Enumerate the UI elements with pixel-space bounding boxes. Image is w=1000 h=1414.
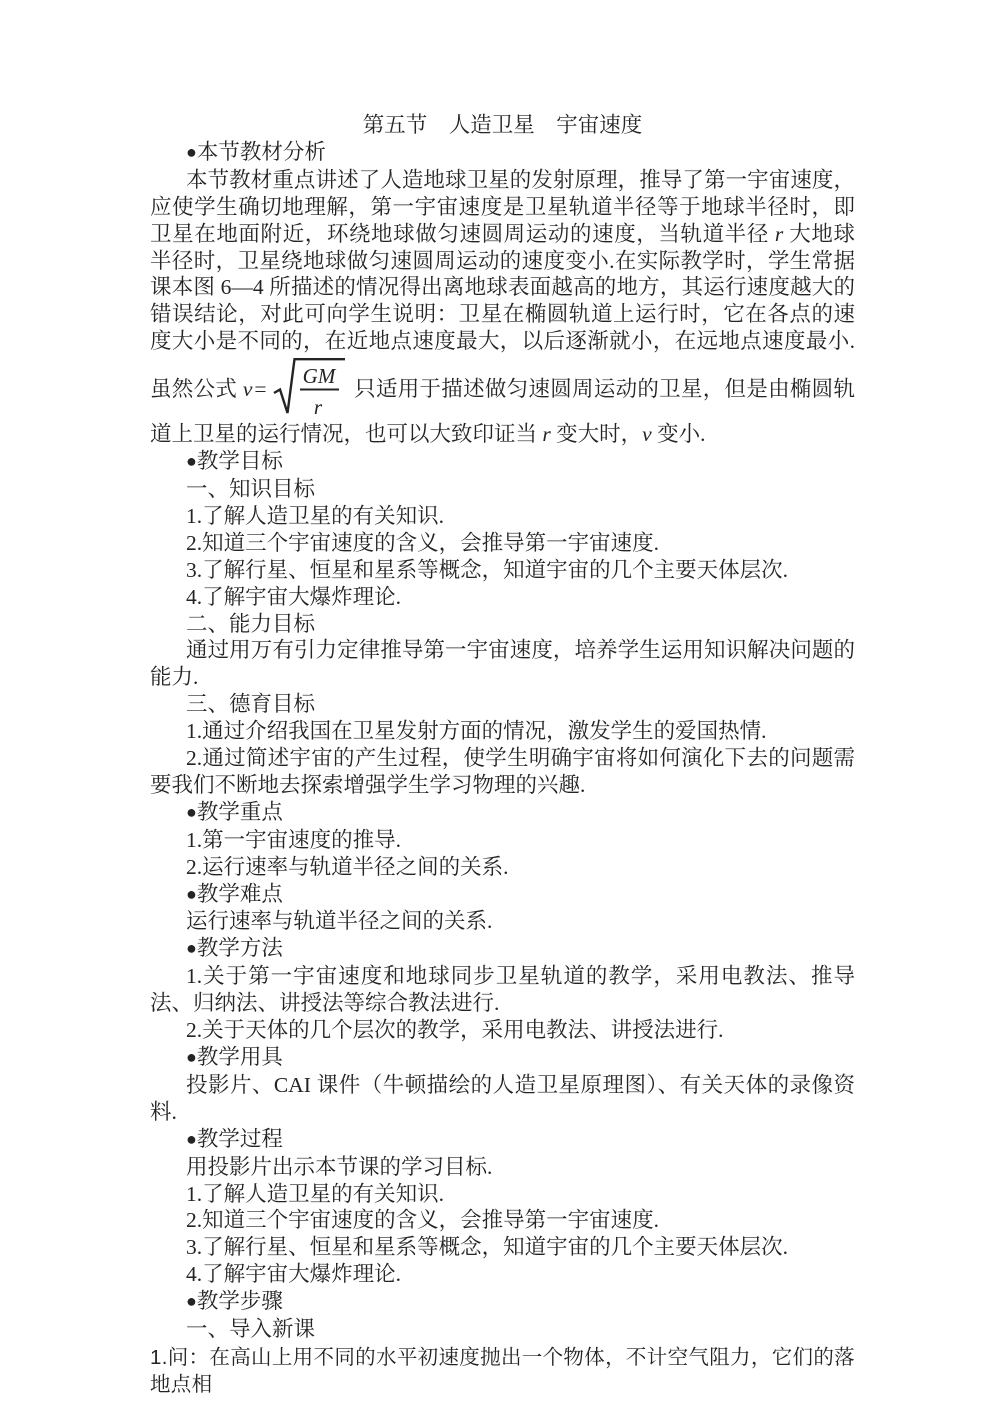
para-analysis [150, 167, 855, 448]
analysis-text-1: 本节教材重点讲述了人造地球卫星的发射原理，推导了第一宇宙速度，应使学生确切地理解，第一宇宙速度是卫星轨道半径等于地球半径时，即卫星在地面附近，环绕地球做匀速圆周运动的速度，当轨道半径 [150, 167, 855, 246]
heading-process [150, 1126, 855, 1154]
heading-tools-label: 教学用具 [196, 1045, 283, 1069]
heading-difficulties [150, 881, 855, 909]
question-line: 1.问：在高山上用不同的水平初速度抛出一个物体，不计空气阻力，它们的落地点相 [150, 1345, 855, 1396]
list-item: 运行速率与轨道半径之间的关系. [186, 909, 493, 934]
formula-numerator: GM [302, 364, 335, 389]
analysis-text-3: 只适用于描述做匀速圆周运动的卫星，但是由椭圆轨道上卫星的运行情况，也可以大致印证当 [150, 377, 855, 447]
formula-denominator: r [313, 395, 322, 420]
heading-key-points [150, 799, 855, 827]
formula-first-cosmic-velocity [242, 364, 349, 420]
bullet-icon: ● [186, 883, 197, 904]
heading-tools [150, 1044, 855, 1072]
bullet-icon: ● [186, 141, 197, 162]
heading-goals-label: 教学目标 [196, 449, 283, 474]
bullet-icon: ● [186, 1291, 197, 1312]
sqrt-radical-icon [271, 355, 347, 421]
list-item: 1.关于第一宇宙速度和地球同步卫星轨道的教学，采用电教法、推导法、归纳法、讲授法等综合教法进行. [150, 964, 855, 1016]
list-item: 2.知道三个宇宙速度的含义，会推导第一宇宙速度. [186, 530, 660, 555]
list-item: 1.通过介绍我国在卫星发射方面的情况，激发学生的爱国热情. [186, 719, 767, 744]
formula-lhs: v [242, 377, 253, 402]
subheading-moral: 三、德育目标 [186, 692, 316, 717]
subheading-lead-in: 一、导入新课 [186, 1317, 316, 1342]
list-item: 1.第一宇宙速度的推导. [186, 827, 402, 852]
list-item: 4.了解宇宙大爆炸理论. [186, 1262, 402, 1287]
list-item: 3.了解行星、恒星和星系等概念，知道宇宙的几个主要天体层次. [186, 557, 789, 582]
analysis-text-2: 大地球半径时，卫星绕地球做匀速圆周运动的速度变小.在实际教学时，学生常据课本图 6—4 所描述的情况得出离地球表面越高的地方，其运行速度越大的错误结论，对此可向学生说明：卫星在椭圆轨道上运行时，它在各点的速度大小是不同的，在近地点速度最大，以后逐渐就小，在远地点速度最小.虽然公式 [150, 221, 855, 402]
process-intro: 用投影片出示本节课的学习目标. [186, 1154, 493, 1179]
heading-methods [150, 935, 855, 963]
bullet-icon: ● [186, 1047, 197, 1067]
bullet-icon: ● [186, 1128, 197, 1149]
heading-analysis-label: 本节教材分析 [196, 139, 326, 164]
heading-steps-label: 教学步骤 [196, 1289, 283, 1314]
subheading-ability: 二、能力目标 [186, 611, 316, 636]
bullet-icon: ● [186, 801, 197, 822]
doc-title: 第五节 人造卫星 宇宙速度 [362, 113, 643, 137]
bullet-icon: ● [186, 451, 197, 472]
list-item: 2.知道三个宇宙速度的含义，会推导第一宇宙速度. [186, 1208, 660, 1233]
list-item: 2.通过简述宇宙的产生过程，使学生明确宇宙将如何演化下去的问题需要我们不断地去探索增强学生学习物理的兴趣. [150, 746, 855, 797]
heading-process-label: 教学过程 [196, 1126, 283, 1151]
var-v: v [642, 422, 652, 447]
heading-analysis [150, 139, 855, 167]
analysis-text-4: 变大时， [550, 422, 643, 447]
list-item: 投影片、CAI 课件（牛顿描绘的人造卫星原理图）、有关天体的录像资料. [150, 1072, 855, 1124]
list-item: 1.了解人造卫星的有关知识. [186, 1181, 445, 1206]
analysis-text-5: 变小. [651, 422, 706, 447]
heading-key-points-label: 教学重点 [196, 799, 283, 824]
heading-goals [150, 448, 855, 476]
var-r: r [774, 221, 784, 246]
list-item: 4.了解宇宙大爆炸理论. [186, 584, 402, 609]
list-item: 通过用万有引力定律推导第一宇宙速度，培养学生运用知识解决问题的能力. [150, 638, 855, 690]
heading-steps [150, 1288, 855, 1316]
list-item: 2.关于天体的几个层次的教学，采用电教法、讲授法进行. [186, 1018, 724, 1043]
list-item: 3.了解行星、恒星和星系等概念，知道宇宙的几个主要天体层次. [186, 1235, 789, 1260]
formula-equals: = [254, 377, 267, 402]
list-item: 1.了解人造卫星的有关知识. [186, 503, 445, 528]
var-r: r [542, 422, 551, 447]
heading-methods-label: 教学方法 [196, 936, 283, 961]
bullet-icon: ● [186, 938, 197, 959]
subheading-knowledge: 一、知识目标 [186, 476, 316, 501]
heading-difficulties-label: 教学难点 [196, 881, 283, 906]
list-item: 2.运行速率与轨道半径之间的关系. [186, 854, 509, 879]
